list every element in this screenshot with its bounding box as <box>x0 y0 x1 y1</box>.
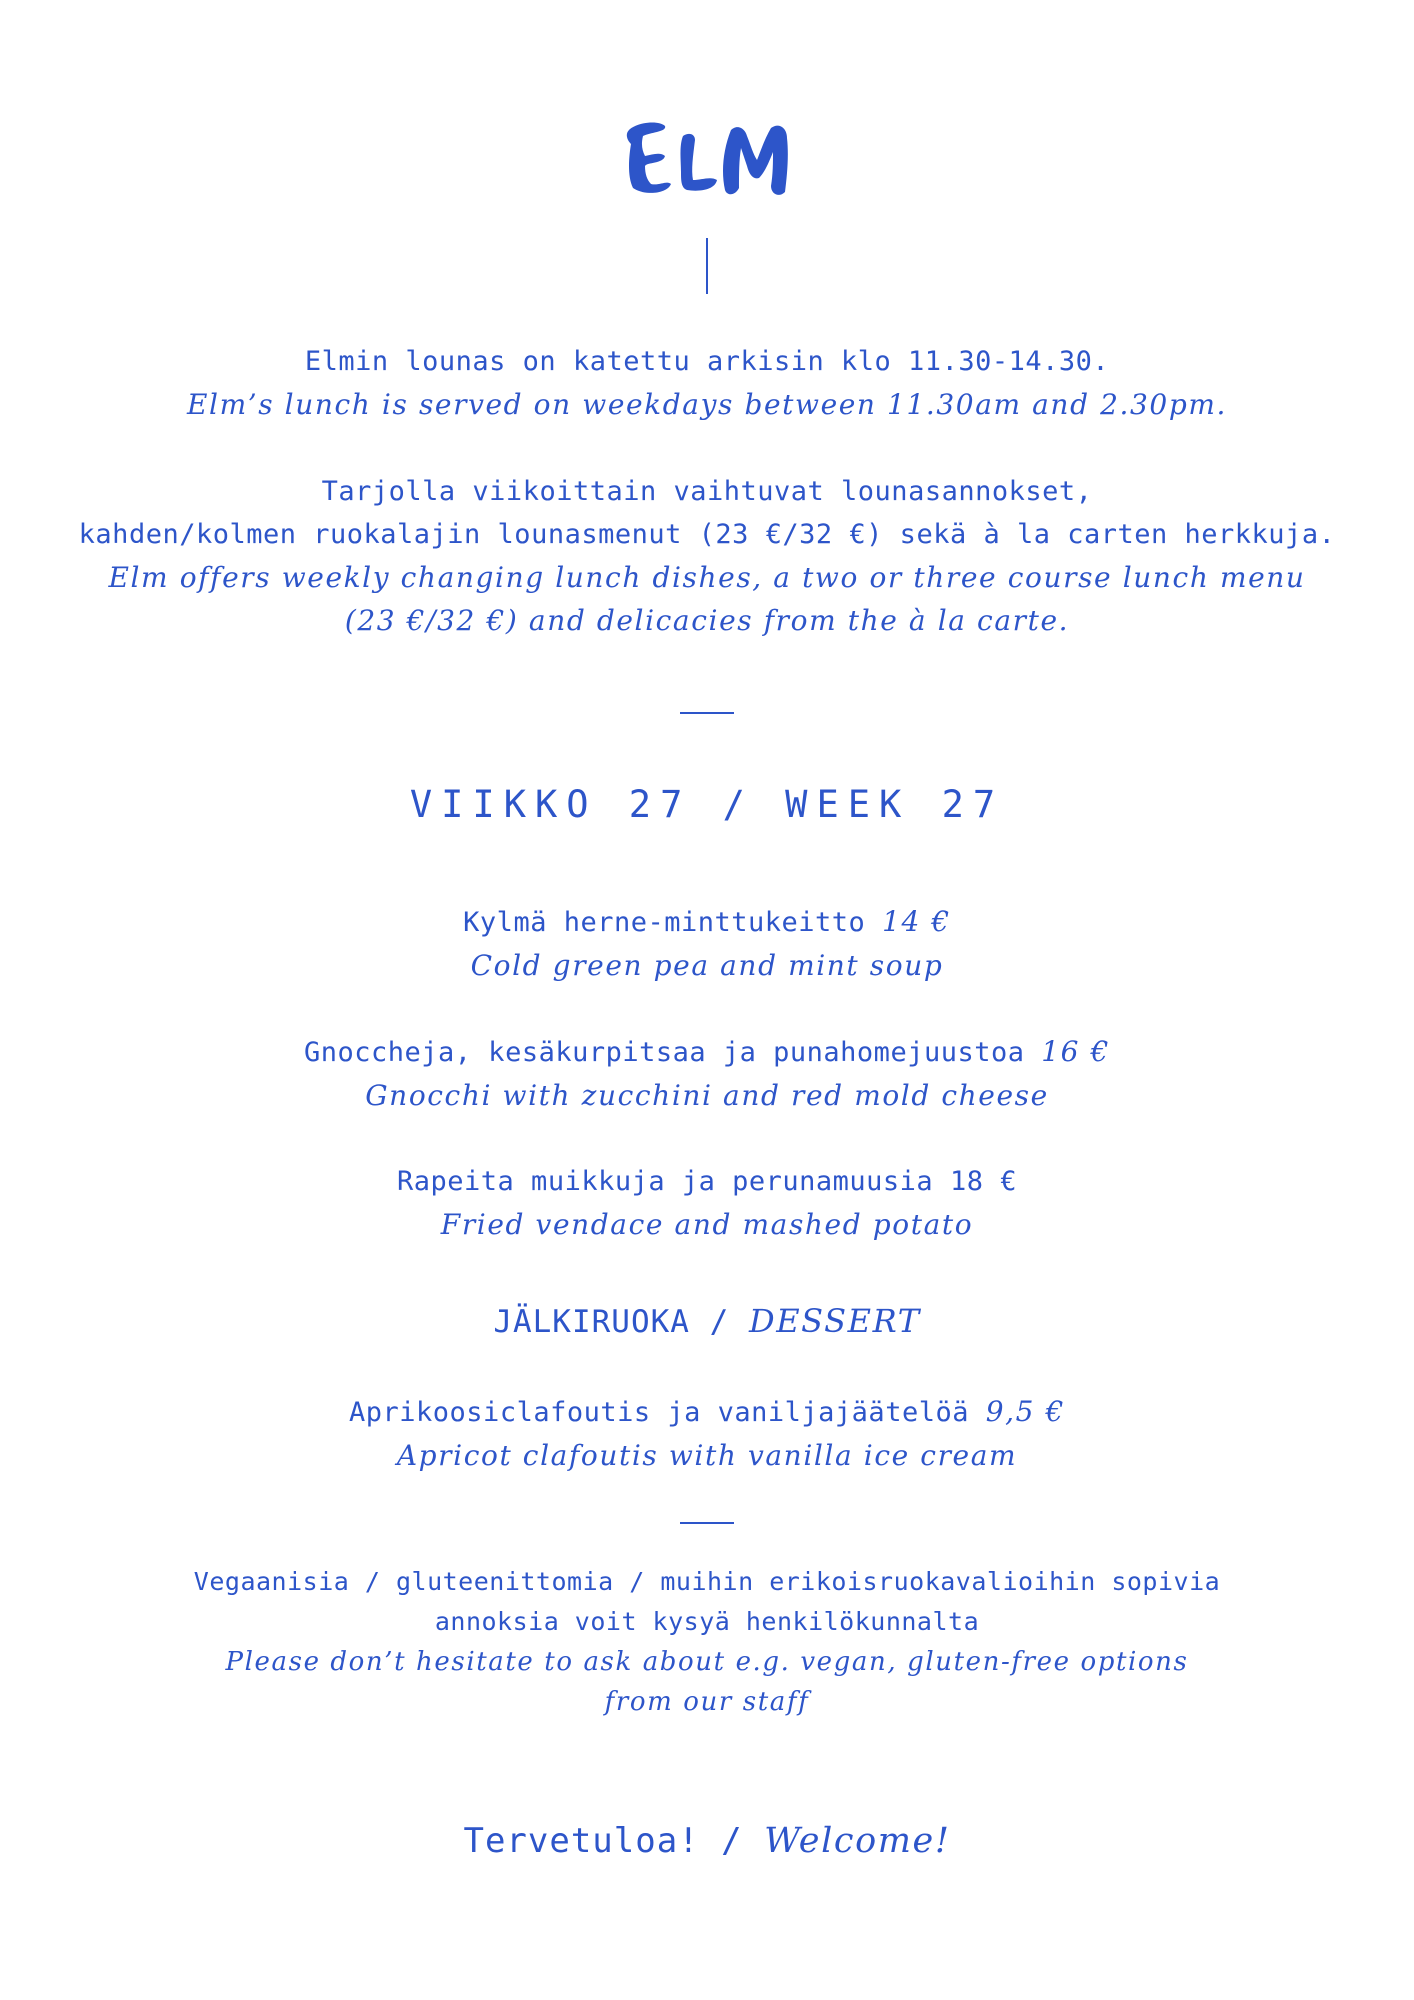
intro-hours <box>0 340 1414 426</box>
dessert-name-en: Apricot clafoutis with vanilla ice cream <box>396 1439 1018 1472</box>
dietary-en-line1: Please don’t hesitate to ask about e.g. vegan, gluten-free options <box>225 1647 1189 1677</box>
dish-item <box>0 1030 1414 1117</box>
week-heading <box>0 780 1414 830</box>
dish-name-fi: Gnoccheja, kesäkurpitsaa ja punahomejuustoa <box>304 1037 1025 1068</box>
dish-price: 16 € <box>1041 1035 1110 1068</box>
offer-fi-line1: Tarjolla viikoittain vaihtuvat lounasannokset, <box>321 476 1093 507</box>
section-rule-bottom <box>680 1522 734 1524</box>
welcome-en: Welcome! <box>764 1821 951 1861</box>
elm-logo <box>0 100 1414 210</box>
dish-name-en: Fried vendace and mashed potato <box>440 1208 974 1241</box>
dessert-price: 9,5 € <box>985 1395 1065 1428</box>
dietary-fi-line2: annoksia voit kysyä henkilökunnalta <box>434 1607 980 1636</box>
dish-name-en: Gnocchi with zucchini and red mold cheese <box>365 1079 1049 1112</box>
dietary-fi-line1: Vegaanisia / gluteenittomia / muihin erikoisruokavalioihin sopivia <box>193 1567 1221 1596</box>
dessert-label-fi: JÄLKIRUOKA <box>493 1304 690 1340</box>
intro-offer <box>0 470 1414 642</box>
week-title: VIIKKO 27 / WEEK 27 <box>409 783 1005 826</box>
dish-price: 14 € <box>882 905 951 938</box>
offer-en-line2: (23 €/32 €) and delicacies from the à la carte. <box>344 604 1070 637</box>
dish-name-en: Cold green pea and mint soup <box>470 949 944 982</box>
dessert-heading <box>0 1298 1414 1345</box>
welcome-fi: Tervetuloa! <box>463 1821 700 1861</box>
elm-logo-mark <box>607 100 807 210</box>
offer-fi-line2: kahden/kolmen ruokalajin lounasmenut (23 €/32 €) sekä à la carten herkkuja. <box>78 519 1336 550</box>
dish-price: 18 € <box>949 1166 1017 1197</box>
section-rule-top <box>680 712 734 714</box>
dessert-item <box>0 1390 1414 1477</box>
welcome-line <box>0 1816 1414 1866</box>
hours-en: Elm’s lunch is served on weekdays between 11.30am and 2.30pm. <box>186 388 1228 421</box>
offer-en-line1: Elm offers weekly changing lunch dishes, a two or three course lunch menu <box>108 561 1306 594</box>
dietary-en-line2: from our staff <box>604 1687 810 1717</box>
dish-list <box>0 900 1414 1289</box>
dessert-label-en: DESSERT <box>748 1302 921 1340</box>
welcome-separator: / <box>699 1821 765 1861</box>
dietary-note <box>0 1562 1414 1722</box>
dessert-label-separator: / <box>689 1304 749 1340</box>
dish-item <box>0 900 1414 987</box>
dish-name-fi: Kylmä herne-minttukeitto <box>463 907 866 938</box>
vertical-divider <box>706 238 708 294</box>
dish-item <box>0 1160 1414 1246</box>
hours-fi: Elmin lounas on katettu arkisin klo 11.30-14.30. <box>304 346 1110 377</box>
dessert-name-fi: Aprikoosiclafoutis ja vaniljajäätelöä <box>349 1397 969 1428</box>
dish-name-fi: Rapeita muikkuja ja perunamuusia <box>397 1166 934 1197</box>
